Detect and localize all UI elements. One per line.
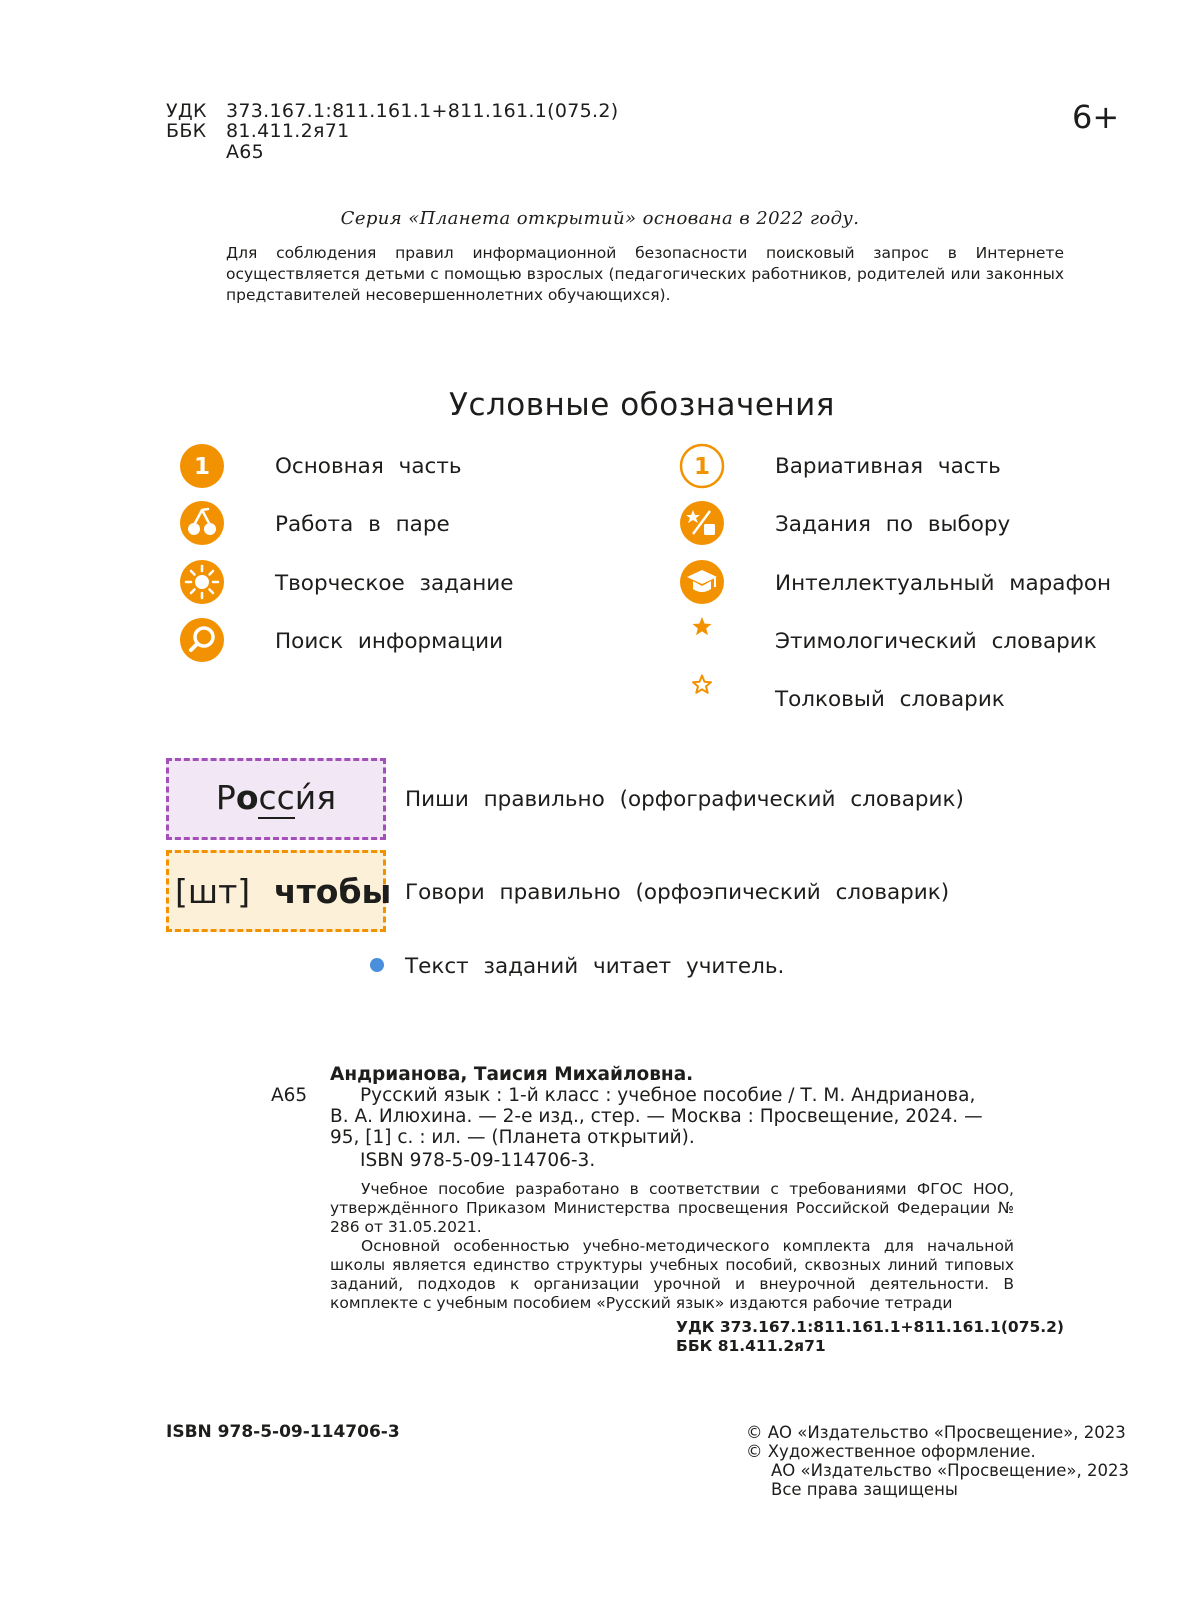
orthoepy-dictionary-label: Говори правильно (орфоэпический словарик)	[405, 880, 950, 905]
legend-etymology-dictionary-label: Этимологический словарик	[775, 629, 1097, 654]
spelling-dictionary-box	[166, 758, 386, 840]
udk-value: 373.167.1:811.161.1+811.161.1(075.2)	[226, 100, 619, 122]
biblio-feature-paragraph: Основной особенностью учебно-методического комплекта для начальной школы является единство структуры учебных пособий, сквозных линий типовых заданий, подходов к организации урочной и внеурочной деятельности. В комплекте с учебным пособием «Русский язык» издаются рабочие тетради	[330, 1237, 1014, 1312]
spelling-example-word	[169, 777, 383, 819]
bbk-label: ББК	[166, 120, 207, 142]
legend-title: Условные обозначения	[449, 387, 835, 423]
biblio-standard-paragraph: Учебное пособие разработано в соответствии с требованиями ФГОС НОО, утверждённого Приказом Министерства просвещения Российской Федерации № 286 от 31.05.2021.	[330, 1180, 1014, 1236]
spelling-word-prefix: Р	[215, 778, 236, 817]
udk-label: УДК	[166, 100, 207, 122]
spelling-word-underlined: сс	[258, 778, 295, 817]
biblio-bbk: ББК 81.411.2я71	[676, 1337, 826, 1355]
author-mark: А65	[226, 141, 265, 163]
legend-explanatory-dictionary-label: Толковый словарик	[775, 687, 1005, 712]
number-one-outline-icon	[679, 443, 725, 489]
biblio-line-1: Русский язык : 1-й класс : учебное пособие / Т. М. Андрианова,	[360, 1085, 976, 1106]
legend-variable-part-label: Вариативная часть	[775, 454, 1001, 479]
biblio-line-3: 95, [1] с. : ил. — (Планета открытий).	[330, 1127, 695, 1148]
biblio-line-2: В. А. Илюхина. — 2-е изд., стер. — Москва : Просвещение, 2024. —	[330, 1106, 983, 1127]
biblio-author: Андрианова, Таисия Михайловна.	[330, 1064, 694, 1085]
footer-copyright-art-publisher: АО «Издательство «Просвещение», 2023	[771, 1461, 1129, 1480]
orthoepy-example-word: чтобы	[274, 872, 392, 911]
spelling-dictionary-label: Пиши правильно (орфографический словарик)	[405, 787, 964, 812]
legend-main-part-label: Основная часть	[275, 454, 462, 479]
spelling-word-accent: о	[235, 778, 259, 817]
legend-creative-task-label: Творческое задание	[275, 571, 514, 596]
graduation-cap-icon	[679, 559, 725, 605]
orthoepy-pronunciation: [шт]	[175, 872, 251, 911]
biblio-isbn: ISBN 978-5-09-114706-3.	[360, 1150, 596, 1171]
magnifier-icon	[179, 617, 225, 663]
safety-note: Для соблюдения правил информационной безопасности поисковый запрос в Интернете осуществляется детьми с помощью взрослых (педагогических работников, родителей или законных представителей несовершеннолетних обучающихся).	[226, 244, 1064, 304]
legend-pair-work-label: Работа в паре	[275, 512, 450, 537]
footer-rights: Все права защищены	[771, 1480, 958, 1499]
teacher-reads-bullet-icon	[370, 958, 384, 972]
shapes-choice-icon	[679, 500, 725, 546]
spelling-word-rest: и́я	[294, 778, 337, 817]
age-rating: 6+	[1072, 98, 1120, 136]
sun-icon	[179, 559, 225, 605]
teacher-reads-note: Текст заданий читает учитель.	[405, 954, 785, 979]
footer-isbn: ISBN 978-5-09-114706-3	[166, 1422, 400, 1442]
cherries-icon	[179, 500, 225, 546]
legend-info-search-label: Поиск информации	[275, 629, 504, 654]
footer-copyright-art: © Художественное оформление.	[746, 1442, 1036, 1461]
legend-intellectual-marathon-label: Интеллектуальный марафон	[775, 571, 1112, 596]
filled-star-icon	[690, 615, 714, 639]
footer-copyright-publisher: © АО «Издательство «Просвещение», 2023	[746, 1423, 1126, 1442]
number-one-outline-glyph: 1	[693, 454, 711, 480]
series-note: Серия «Планета открытий» основана в 2022 году.	[340, 208, 860, 229]
biblio-udk: УДК 373.167.1:811.161.1+811.161.1(075.2)	[676, 1318, 1065, 1336]
orthoepy-dictionary-box	[166, 850, 392, 932]
biblio-mark: А65	[271, 1085, 308, 1106]
legend-optional-tasks-label: Задания по выбору	[775, 512, 1011, 537]
number-one-glyph: 1	[193, 454, 211, 480]
bbk-value: 81.411.2я71	[226, 120, 350, 142]
outline-star-icon	[690, 673, 714, 697]
number-one-filled-icon	[179, 443, 225, 489]
